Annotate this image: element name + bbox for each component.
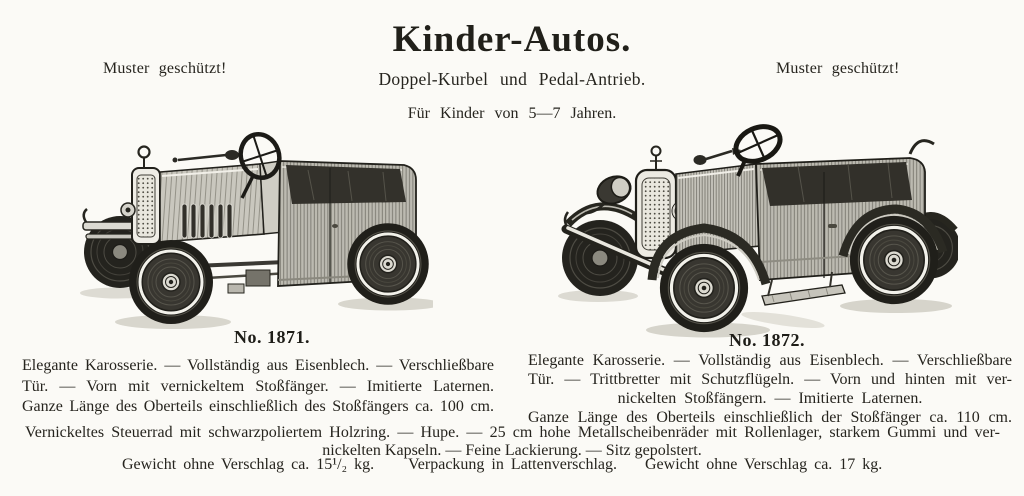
page-title: Kinder-Autos. — [392, 19, 632, 60]
shared-specs-line-1: Vernickeltes Steuerrad mit schwarzpoliertem Holzring. — Hupe. — 25 cm hohe Metallscheibenräder mit Rollenlager, starkem Gummi und ver- — [25, 424, 1000, 441]
description-1871-line-1: Elegante Karosserie. — Vollständig aus Eisenblech. — Verschließbare — [22, 357, 494, 374]
weight-note-1872: Gewicht ohne Verschlag ca. 17 kg. — [645, 456, 883, 473]
description-1872-line-2: Tür. — Trittbretter mit Schutzflügeln. — Vorn und hinten mit ver- — [528, 371, 1012, 388]
description-1872-line-1: Elegante Karosserie. — Vollständig aus Eisenblech. — Verschließbare — [528, 352, 1012, 369]
model-number-1872: No. 1872. — [729, 330, 805, 350]
pattern-protected-note-right: Muster geschützt! — [776, 60, 900, 77]
description-1872-line-4: Ganze Länge des Oberteils einschließlich der Stoßfänger ca. 110 cm. — [528, 409, 1012, 426]
subtitle: Doppel-Kurbel und Pedal-Antrieb. — [378, 69, 646, 89]
description-1871-line-2: Tür. — Vorn mit vernickeltem Stoßfänger. — Imitierte Laternen. — [22, 377, 494, 395]
model-number-1871: No. 1871. — [234, 327, 310, 347]
description-1872 — [528, 351, 1012, 427]
shared-specs-line-2: nickelten Kapseln. — Feine Lackierung. — Sitz gepolstert. — [322, 442, 702, 459]
pedal-car-1871-drawing — [78, 118, 433, 333]
weight-note-1871: Gewicht ohne Verschlag ca. 15¹/₂ kg. — [122, 456, 375, 473]
pedal-car-1871-illustration — [78, 118, 433, 333]
packing-note: Verpackung in Lattenverschlag. — [408, 456, 618, 473]
description-1871 — [22, 356, 494, 418]
description-1871-line-3: Ganze Länge des Oberteils einschließlich des Stoßfängers ca. 100 cm. — [22, 398, 494, 415]
description-1872-line-3: nickelten Stoßfängern. — Imitierte Laternen. — [617, 390, 923, 407]
age-note: Für Kinder von 5—7 Jahren. — [407, 105, 617, 122]
pattern-protected-note-left: Muster geschützt! — [103, 60, 227, 77]
pedal-car-1872-illustration — [558, 108, 958, 338]
pedal-car-1872-drawing — [558, 108, 958, 338]
